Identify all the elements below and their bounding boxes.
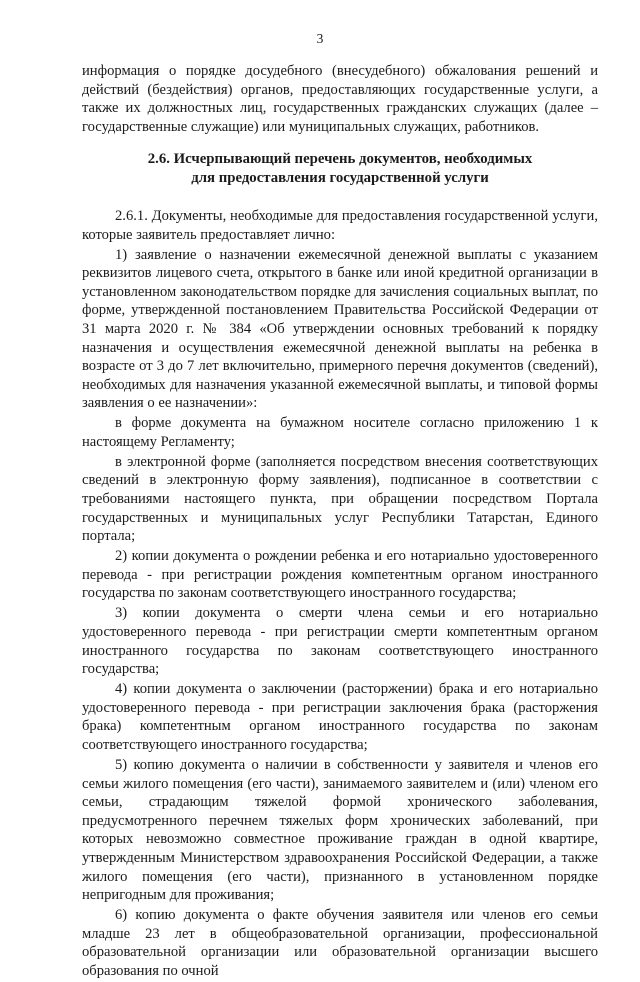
paragraph-item-5: 5) копию документа о наличии в собственности у заявителя и членов его семьи жилого помещения (его части), занимаемого заявителем и (или) членом его семьи, страдающим тяжелой формой хронического заболевания, предусмотренного перечнем тяжелых форм хронических заболеваний, при которых невозможно совместное проживание граждан в одной квартире, утвержденным Министерством здравоохранения Российской Федерации, а также жилого помещения (его части), признанного в установленном порядке непригодным для проживания; <box>82 756 598 904</box>
intro-block <box>82 62 598 138</box>
paragraph-item-4: 4) копии документа о заключении (расторжении) брака и его нотариально удостоверенного перевода - при регистрации заключения брака (расторжения брака) компетентным органом иностранного государства по законам соответствующего иностранного государства; <box>82 681 598 753</box>
section-heading-line-1: 2.6. Исчерпывающий перечень документов, необходимых <box>147 151 533 167</box>
paragraph-item-3: 3) копии документа о смерти члена семьи и его нотариально удостоверенного перевода - при регистрации смерти компетентным органом иностранного государства по законам соответствующего иностранного государства; <box>82 605 598 678</box>
intro-paragraph: информация о порядке досудебного (внесудебного) обжалования решений и действий (бездействия) органов, предоставляющих государственные услуги, а также их должностных лиц, государственных гражданских служащих (далее – государственные служащие) или муниципальных служащих, работников. <box>82 63 598 135</box>
paragraph-item-1: 1) заявление о назначении ежемесячной денежной выплаты с указанием реквизитов лицевого счета, открытого в банке или иной кредитной организации в установленном законодательством порядке для зачисления социальных выплат, по форме, утвержденной постановлением Правительства Российской Федерации от 31 марта 2020 г. № 384 «Об утверждении основных требований к порядку назначения и осуществления ежемесячной денежной выплаты на ребенка в возрасте от 3 до 7 лет включительно, примерного перечня документов (сведений), необходимых для назначения указанной ежемесячной выплаты, и типовой формы заявления о ее назначении»: <box>82 246 598 412</box>
body-text <box>82 207 598 982</box>
section-heading-line-2: для предоставления государственной услуги <box>191 169 489 186</box>
paragraph-2-6-1: 2.6.1. Документы, необходимые для предоставления государственной услуги, которые заявитель предоставляет лично: <box>82 208 598 243</box>
paragraph-electronic-form: в электронной форме (заполняется посредством внесения соответствующих сведений в электронную форму заявления), подписанное в соответствии с требованиями настоящего пункта, при обращении посредством Портала государственных и муниципальных услуг Республики Татарстан, Единого портала; <box>82 453 598 545</box>
paragraph-item-6: 6) копию документа о факте обучения заявителя или членов его семьи младше 23 лет в общеобразовательной организации, профессиональной образовательной организации или образовательной организации высшего образования по очной <box>82 907 598 979</box>
section-heading <box>82 150 598 187</box>
paragraph-paper-form: в форме документа на бумажном носителе согласно приложению 1 к настоящему Регламенту; <box>82 415 598 450</box>
paragraph-item-2: 2) копии документа о рождении ребенка и его нотариально удостоверенного перевода - при регистрации рождения компетентным органом иностранного государства по законам соответствующего иностранного государства; <box>82 548 598 602</box>
page-number: 3 <box>316 31 324 46</box>
